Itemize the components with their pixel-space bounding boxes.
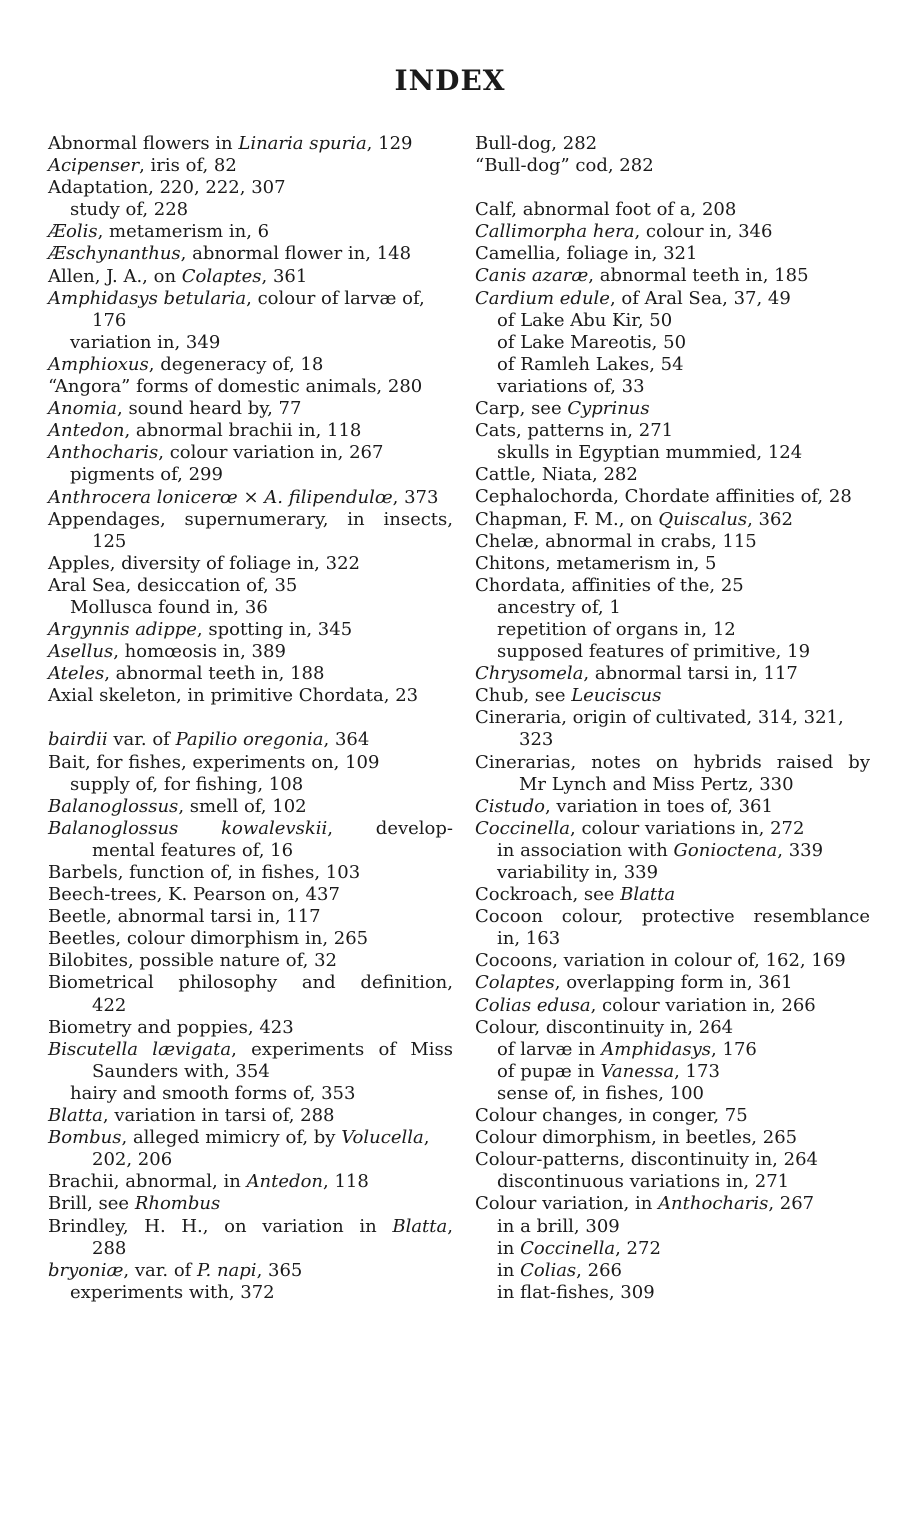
index-entry	[48, 509, 453, 531]
index-text: Appendages, supernumerary, in insects,	[48, 508, 453, 530]
index-text: 422	[92, 994, 127, 1016]
index-text: , alleged mimicry of, by	[121, 1127, 342, 1149]
index-entry-continuation	[48, 531, 453, 553]
index-entry	[48, 398, 453, 420]
index-text: , colour variation in, 267	[158, 442, 384, 464]
index-text: Bait, for fishes, experiments on, 109	[48, 751, 380, 773]
index-text: , colour variation in, 266	[590, 994, 816, 1016]
index-text: 202, 206	[92, 1149, 173, 1171]
index-text: Chitons, metamerism in, 5	[475, 552, 717, 574]
index-term-italic: Anthocharis	[48, 442, 159, 464]
index-text: , smell of, 102	[178, 795, 307, 817]
index-text: Beetle, abnormal tarsi in, 117	[48, 906, 321, 928]
index-entry	[48, 420, 453, 442]
index-term-italic: Vanessa	[600, 1060, 675, 1082]
index-subentry	[475, 641, 870, 663]
index-term-italic: Asellus	[48, 641, 114, 663]
index-text: , var. of	[123, 1259, 198, 1281]
index-text: , 267	[768, 1193, 815, 1215]
index-subentry	[48, 597, 453, 619]
index-subentry	[475, 1216, 870, 1238]
index-term-italic: Quiscalus	[658, 508, 748, 530]
index-entry	[48, 663, 453, 685]
index-term-italic: Balanoglossus	[48, 795, 179, 817]
index-entry	[475, 752, 870, 774]
index-text: Chordata, affinities of the, 25	[475, 574, 744, 596]
index-term-italic: Anomia	[48, 398, 117, 420]
index-text: , develop-	[327, 817, 453, 839]
index-entry	[48, 177, 453, 199]
index-term-italic: Biscutella lævigata	[48, 1038, 232, 1060]
index-entry	[48, 1017, 453, 1039]
index-entry	[48, 553, 453, 575]
index-text: , 364	[323, 729, 370, 751]
index-text: pigments of, 299	[70, 464, 223, 486]
index-text: “Angora” forms of domestic animals, 280	[48, 376, 423, 398]
index-text: 323	[519, 729, 554, 751]
index-entry	[48, 1039, 453, 1061]
index-term-italic: Blatta	[392, 1215, 448, 1237]
index-entry	[475, 1105, 870, 1127]
index-term-italic: Coccinella	[520, 1237, 616, 1259]
index-column-left	[48, 133, 453, 1304]
index-entry	[475, 531, 870, 553]
index-text: in	[497, 1237, 521, 1259]
index-text: , 129	[366, 133, 413, 154]
index-text: ,	[447, 1215, 453, 1237]
index-text: supposed features of primitive, 19	[497, 641, 811, 663]
index-entry	[475, 486, 870, 508]
index-entry	[48, 972, 453, 994]
index-subentry	[475, 1282, 870, 1304]
index-term-italic: bairdii	[48, 729, 108, 751]
index-entry	[48, 487, 453, 509]
index-text: ancestry of, 1	[497, 596, 621, 618]
index-entry	[48, 619, 453, 641]
index-entry	[48, 1193, 453, 1215]
index-term-italic: Leuciscus	[571, 685, 662, 707]
index-text: in	[497, 1259, 521, 1281]
index-entry	[475, 398, 870, 420]
index-entry	[475, 796, 870, 818]
index-text: , 373	[392, 486, 439, 508]
index-subentry	[475, 928, 870, 950]
index-entry	[475, 1149, 870, 1171]
index-term-italic: Anthocharis	[658, 1193, 769, 1215]
index-text: , spotting in, 345	[196, 619, 353, 641]
index-subentry	[475, 1039, 870, 1061]
index-text: Chub, see	[475, 685, 572, 707]
index-subentry	[475, 332, 870, 354]
index-text: of larvæ in	[497, 1038, 602, 1060]
index-entry	[475, 818, 870, 840]
index-text: , colour of larvæ of,	[246, 287, 425, 309]
index-entry	[48, 752, 453, 774]
index-entry	[48, 221, 453, 243]
index-term-italic: Amphidasys	[601, 1038, 712, 1060]
index-term-italic: Amphioxus	[48, 353, 149, 375]
index-entry	[475, 553, 870, 575]
index-text: , experiments of Miss	[231, 1038, 453, 1060]
index-text: mental features of, 16	[92, 839, 294, 861]
index-text: variability in, 339	[497, 862, 659, 883]
index-entry	[475, 575, 870, 597]
index-subentry	[475, 1061, 870, 1083]
index-entry	[48, 862, 453, 884]
index-entry	[48, 950, 453, 972]
index-entry	[48, 1105, 453, 1127]
index-text: , sound heard by, 77	[117, 398, 302, 420]
index-text: , abnormal flower in, 148	[180, 243, 412, 265]
index-text: Mr Lynch and Miss Pertz, 330	[519, 773, 794, 795]
index-text: of Lake Mareotis, 50	[497, 331, 687, 353]
index-term-italic: Volucella	[341, 1127, 424, 1149]
index-text: Abnormal flowers in	[48, 133, 239, 154]
index-term-italic: bryoniæ	[48, 1259, 124, 1281]
index-text: sense of, in fishes, 100	[497, 1082, 704, 1104]
index-term-italic: Gonioctena	[673, 839, 778, 861]
index-term-italic: Callimorpha hera	[475, 221, 635, 243]
index-text: Saunders with, 354	[92, 1060, 270, 1082]
index-text: in flat-fishes, 309	[497, 1281, 655, 1303]
index-entry	[48, 575, 453, 597]
index-entry	[48, 641, 453, 663]
index-text: skulls in Egyptian mummied, 124	[497, 442, 803, 464]
index-text: Colour-patterns, discontinuity in, 264	[475, 1149, 818, 1171]
index-subentry	[48, 1282, 453, 1304]
index-text: , variation in tarsi of, 288	[102, 1105, 335, 1127]
index-term-italic: Coccinella	[475, 817, 571, 839]
index-entry	[475, 221, 870, 243]
index-entry-continuation	[48, 310, 453, 332]
index-term-italic: Ateles	[48, 663, 105, 685]
index-entry	[48, 376, 453, 398]
index-text: variations of, 33	[497, 375, 645, 397]
index-term-italic: Colias	[520, 1259, 577, 1281]
index-text: Barbels, function of, in fishes, 103	[48, 862, 361, 883]
index-term-italic: Cyprinus	[567, 398, 650, 420]
index-text: Apples, diversity of foliage in, 322	[48, 552, 360, 574]
index-text: , degeneracy of, 18	[148, 353, 324, 375]
index-entry	[475, 509, 870, 531]
index-text: , colour in, 346	[634, 221, 773, 243]
index-subentry	[48, 332, 453, 354]
index-term-italic: P. napi	[197, 1259, 257, 1281]
index-text: , 339	[777, 839, 824, 861]
index-text: Chapman, F. M., on	[475, 508, 659, 530]
index-text: Bilobites, possible nature of, 32	[48, 950, 338, 972]
index-entry	[475, 972, 870, 994]
index-text: Calf, abnormal foot of a, 208	[475, 199, 737, 221]
index-term-italic: Antedon	[48, 420, 125, 442]
index-text: Cocoons, variation in colour of, 162, 169	[475, 950, 846, 972]
index-term-italic: Blatta	[620, 884, 676, 906]
index-text: , 361	[261, 265, 308, 287]
index-text: of Ramleh Lakes, 54	[497, 353, 684, 375]
index-text: in a brill, 309	[497, 1215, 620, 1237]
index-entry	[475, 265, 870, 287]
index-text: , homœosis in, 389	[113, 641, 286, 663]
index-entry	[48, 1216, 453, 1238]
index-subentry	[475, 376, 870, 398]
index-subentry	[475, 862, 870, 884]
index-term-italic: Æschynanthus	[48, 243, 181, 265]
index-entry	[475, 663, 870, 685]
index-entry	[475, 133, 870, 155]
index-text: Brindley, H. H., on variation in	[48, 1215, 393, 1237]
index-term-italic: Colaptes	[475, 972, 555, 994]
index-entry-continuation	[48, 1149, 453, 1171]
index-text: 125	[92, 530, 127, 552]
index-entry	[475, 906, 870, 928]
index-subentry	[475, 1083, 870, 1105]
index-text: , iris of, 82	[139, 155, 237, 177]
index-entry-continuation	[48, 995, 453, 1017]
index-text: Cineraria, origin of cultivated, 314, 321,	[475, 707, 844, 729]
index-term-italic: Acipenser	[48, 155, 140, 177]
index-text: Cockroach, see	[475, 884, 621, 906]
index-entry	[48, 729, 453, 751]
index-term-italic: Amphidasys betularia	[48, 287, 247, 309]
index-text: in association with	[497, 839, 674, 861]
index-entry	[48, 1260, 453, 1282]
index-entry	[48, 928, 453, 950]
index-text: Cephalochorda, Chordate affinities of, 28	[475, 486, 852, 508]
index-subentry	[475, 442, 870, 464]
index-entry	[475, 685, 870, 707]
index-subentry	[475, 1238, 870, 1260]
index-text: repetition of organs in, 12	[497, 618, 736, 640]
index-term-italic: Colias edusa	[475, 994, 591, 1016]
index-text: var. of	[107, 729, 176, 751]
index-text: , 118	[323, 1171, 369, 1193]
index-entry	[475, 288, 870, 310]
index-term-italic: Rhombus	[134, 1193, 221, 1215]
index-text: , 266	[576, 1259, 622, 1281]
index-text: Axial skeleton, in primitive Chordata, 23	[48, 685, 419, 707]
index-text: , metamerism in, 6	[97, 221, 270, 243]
index-text: , abnormal tarsi in, 117	[583, 663, 798, 685]
index-entry	[48, 1127, 453, 1149]
index-entry	[48, 243, 453, 265]
index-term-italic: Blatta	[48, 1105, 103, 1127]
index-entry	[48, 442, 453, 464]
index-text: , variation in toes of, 361	[544, 795, 773, 817]
index-entry	[475, 884, 870, 906]
index-entry	[475, 950, 870, 972]
index-entry	[475, 1127, 870, 1149]
index-entry	[475, 199, 870, 221]
index-text: Beetles, colour dimorphism in, 265	[48, 928, 369, 950]
index-entry-continuation	[475, 729, 870, 751]
index-text: Beech-trees, K. Pearson on, 437	[48, 884, 340, 906]
index-subentry	[48, 464, 453, 486]
index-group-gap	[475, 177, 870, 199]
index-text: Cinerarias, notes on hybrids raised by	[475, 751, 870, 773]
index-entry-continuation	[48, 840, 453, 862]
index-text: Carp, see	[475, 398, 568, 420]
index-text: of Lake Abu Kir, 50	[497, 309, 673, 331]
index-column-right	[475, 133, 870, 1304]
index-text: Biometry and poppies, 423	[48, 1016, 294, 1038]
index-term-italic: Cistudo	[475, 795, 545, 817]
index-entry	[48, 906, 453, 928]
index-text: Chelæ, abnormal in crabs, 115	[475, 530, 757, 552]
index-entry	[48, 796, 453, 818]
index-text: of pupæ in	[497, 1060, 601, 1082]
index-entry	[475, 155, 870, 177]
index-text: Adaptation, 220, 222, 307	[48, 177, 286, 199]
index-text: , abnormal teeth in, 188	[104, 663, 325, 685]
index-entry	[475, 464, 870, 486]
index-text: “Bull-dog” cod, 282	[475, 155, 654, 177]
index-entry-continuation	[475, 774, 870, 796]
index-text: study of, 228	[70, 199, 189, 221]
index-entry	[48, 266, 453, 288]
index-text: in, 163	[497, 928, 561, 950]
index-term-italic: Æolis	[48, 221, 98, 243]
index-text: , abnormal brachii in, 118	[124, 420, 362, 442]
index-entry	[475, 420, 870, 442]
index-entry	[475, 707, 870, 729]
index-text: Colour variation, in	[475, 1193, 659, 1215]
index-text: Aral Sea, desiccation of, 35	[48, 574, 298, 596]
page-title: INDEX	[394, 64, 506, 97]
index-text: Cats, patterns in, 271	[475, 420, 674, 442]
index-subentry	[475, 1260, 870, 1282]
index-subentry	[475, 354, 870, 376]
index-subentry	[48, 1083, 453, 1105]
index-text: experiments with, 372	[70, 1281, 275, 1303]
index-subentry	[475, 840, 870, 862]
index-text: , of Aral Sea, 37, 49	[609, 287, 791, 309]
index-subentry	[475, 597, 870, 619]
index-entry	[475, 1017, 870, 1039]
index-term-italic: Antedon	[246, 1171, 323, 1193]
index-text: Allen, J. A., on	[48, 265, 182, 287]
index-entry	[48, 133, 453, 155]
index-entry	[48, 1171, 453, 1193]
index-text: , abnormal teeth in, 185	[588, 265, 809, 287]
index-text: , overlapping form in, 361	[554, 972, 793, 994]
index-term-italic: Papilio oregonia	[175, 729, 324, 751]
index-subentry	[475, 1171, 870, 1193]
index-entry-continuation	[48, 1238, 453, 1260]
index-entry	[48, 884, 453, 906]
index-text: 176	[92, 309, 127, 331]
index-text: ,	[423, 1127, 430, 1149]
index-text: hairy and smooth forms of, 353	[70, 1082, 356, 1104]
index-text: , 272	[615, 1237, 661, 1259]
index-entry-continuation	[48, 1061, 453, 1083]
index-entry	[475, 995, 870, 1017]
index-text: Brachii, abnormal, in	[48, 1171, 247, 1193]
index-term-italic: Cardium edule	[475, 287, 610, 309]
index-entry	[48, 155, 453, 177]
index-text: Brill, see	[48, 1193, 135, 1215]
index-entry	[475, 1193, 870, 1215]
index-text: 288	[92, 1237, 127, 1259]
index-text: Colour dimorphism, in beetles, 265	[475, 1127, 798, 1149]
index-term-italic: Argynnis adippe	[48, 619, 197, 641]
index-text: Camellia, foliage in, 321	[475, 243, 698, 265]
index-term-italic: Anthrocera lonicerœ × A. filipendulœ	[48, 486, 393, 508]
index-entry	[48, 685, 453, 707]
index-text: , 173	[674, 1060, 720, 1082]
index-entry	[475, 243, 870, 265]
index-term-italic: Canis azaræ	[475, 265, 589, 287]
index-text: , 365	[256, 1259, 303, 1281]
index-text: Biometrical philosophy and definition,	[48, 972, 453, 994]
index-entry	[48, 354, 453, 376]
index-text: Cattle, Niata, 282	[475, 464, 638, 486]
index-text: variation in, 349	[70, 331, 221, 353]
index-text: , colour variations in, 272	[570, 817, 805, 839]
index-text: Colour changes, in conger, 75	[475, 1105, 748, 1127]
index-text: , 176	[711, 1038, 757, 1060]
index-text: discontinuous variations in, 271	[497, 1171, 790, 1193]
index-subentry	[475, 310, 870, 332]
index-entry	[48, 288, 453, 310]
index-text: Mollusca found in, 36	[70, 596, 268, 618]
index-term-italic: Colaptes	[181, 265, 262, 287]
index-text: Cocoon colour, protective resemblance	[475, 906, 870, 928]
index-group-gap	[48, 707, 453, 729]
index-text: , 362	[747, 508, 793, 530]
index-term-italic: Chrysomela	[475, 663, 584, 685]
index-text: Colour, discontinuity in, 264	[475, 1016, 734, 1038]
index-entry	[48, 818, 453, 840]
index-term-italic: Balanoglossus kowalevskii	[48, 817, 328, 839]
index-term-italic: Bombus	[48, 1127, 122, 1149]
index-subentry	[48, 199, 453, 221]
index-text: Bull-dog, 282	[475, 133, 598, 154]
index-text: supply of, for fishing, 108	[70, 773, 304, 795]
index-term-italic: Linaria spuria	[238, 133, 367, 154]
index-subentry	[48, 774, 453, 796]
index-subentry	[475, 619, 870, 641]
